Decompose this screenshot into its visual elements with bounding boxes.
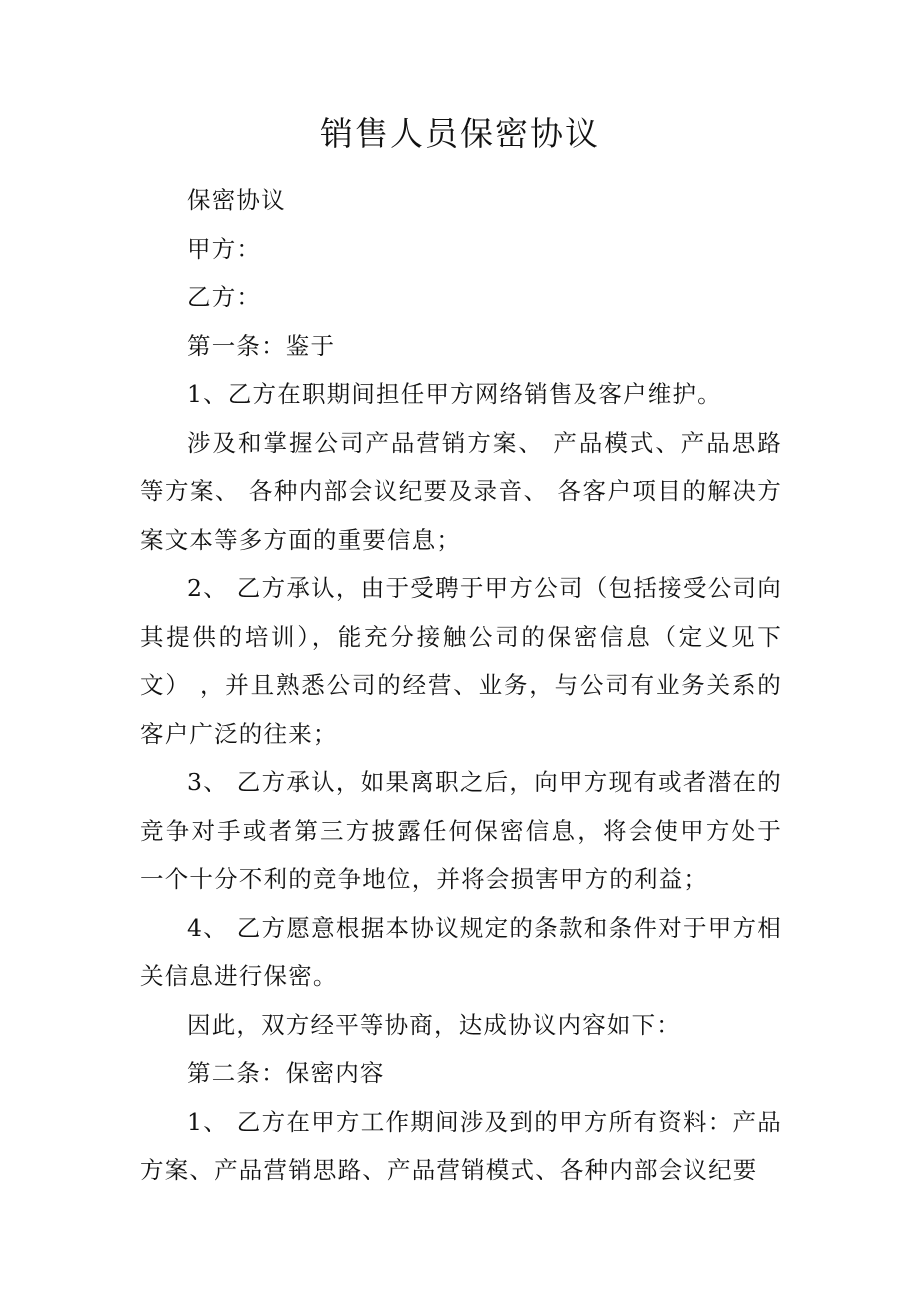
paragraph-party-b: 乙方： (187, 283, 262, 311)
paragraph: 3、 乙方承认，如果离职之后，向甲方现有或者潜在的竞争对手或者第三方披露任何保密信息，将会使甲方处于一个十分不利的竞争地位，并将会损害甲方的利益； (140, 768, 782, 893)
paragraph-party-a: 甲方： (187, 234, 262, 263)
paragraph: 4、 乙方愿意根据本协议规定的条款和条件对于甲方相关信息进行保密。 (140, 913, 782, 990)
article-one-heading: 第一条：鉴于 (187, 331, 336, 360)
paragraph: 涉及和掌握公司产品营销方案、 产品模式、产品思路等方案、 各种内部会议纪要及录音、 各客户项目的解决方案文本等多方面的重要信息； (140, 428, 782, 554)
paragraph: 1、 乙方在甲方工作期间涉及到的甲方所有资料：产品方案、产品营销思路、产品营销模式、各种内部会议纪要 (140, 1107, 782, 1184)
document-body (140, 176, 782, 1195)
paragraph: 因此，双方经平等协商，达成协议内容如下： (187, 1010, 681, 1039)
paragraph: 1、乙方在职期间担任甲方网络销售及客户维护。 (187, 380, 722, 408)
article-two-heading: 第二条：保密内容 (187, 1059, 385, 1087)
document-title: 销售人员保密协议 (320, 114, 600, 153)
paragraph-agreement-label: 保密协议 (187, 186, 286, 214)
paragraph: 2、 乙方承认，由于受聘于甲方公司（包括接受公司向其提供的培训），能充分接触公司的保密信息（定义见下文） ，并且熟悉公司的经营、业务，与公司有业务关系的客户广泛的往来； (140, 574, 782, 748)
